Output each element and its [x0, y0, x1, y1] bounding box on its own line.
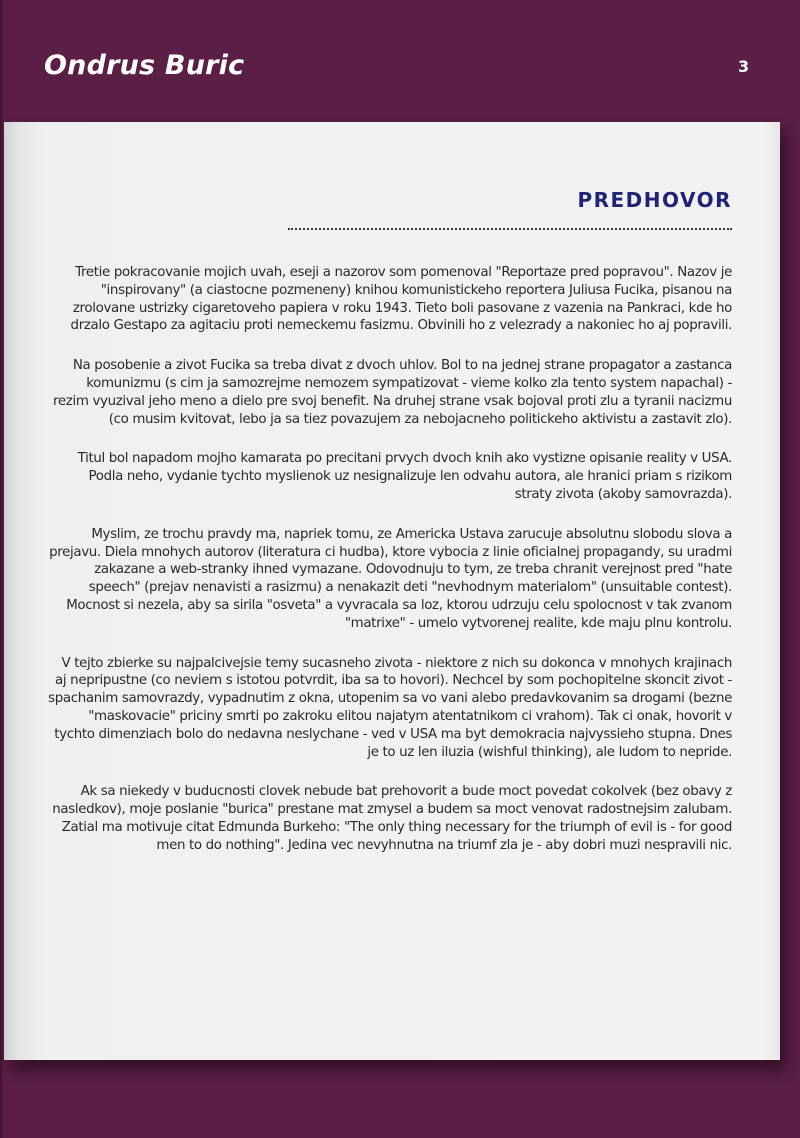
paragraph-4: Myslim, ze trochu pravdy ma, napriek tomu, ze Americka Ustava zarucuje absolutnu slobodu slova a prejavu. Diela mnohych autorov (literatura ci hudba), ktore vybocia z linie oficialnej propagandy, su uradmi zakazane a web-stranky ihned vymazane. Odovodnuju to tym, ze treba chranit verejnost pred "hate speech" (prejav nenavisti a rasizmu) a nenakazit deti "nevhodnym materialom" (unsuitable contest). Mocnost si nezela, aby sa sirila "osveta" a vyvracala sa loz, ktorou udrzuju celu spolocnost v tak zvanom "matrixe" - umelo vytvorenej realite, kde maju plnu kontrolu. — [49, 526, 732, 631]
dotted-divider — [288, 228, 732, 230]
paragraph-5: V tejto zbierke su najpalcivejsie temy sucasneho zivota - niektore z nich su dokonca v mnohych krajinach aj nepripustne (co neviem s istotou potvrdit, iba sa to hovori). Nechcel by som pochopitelne skoncit zivot - spachanim samovrazdy, vypadnutim z okna, utopenim sa vo vani alebo predavkovanim sa drogami (bezne "maskovacie" priciny smrti po zakroku elitou najatym atentatnikom ci vrahom). Tak ci onak, hovorit v tychto dimenziach bolo do nedavna neslychane - ved v USA ma byt demokracia najvyssieho stupna. Dnes je to uz len iluzia (wishful thinking), ale ludom to nepride. — [48, 655, 732, 760]
body-text — [48, 264, 732, 877]
paragraph-1: Tretie pokracovanie mojich uvah, eseji a nazorov som pomenoval "Reportaze pred popravou". Nazov je "inspirovany" (a ciastocne pozmeneny) knihou komunistickeho reportera Juliusa Fucika, pisanou na zrolovane ustrizky cigaretoveho papiera v roku 1943. Tieto boli pasovane z vazenia na Pankraci, kde ho drzalo Gestapo za agitaciu proti nemeckemu fasizmu. Obvinili ho z velezrady a nakoniec ho aj popravili. — [70, 265, 732, 334]
paragraph-6: Ak sa niekedy v buducnosti clovek nebude bat prehovorit a bude moct povedat cokolvek (bez obavy z nasledkov), moje poslanie "burica" prestane mat zmysel a budem sa moct venovat radostnejsim zalubam. Zatial ma motivuje citat Edmunda Burkeho: "The only thing necessary for the triumph of evil is - for good men to do nothing". Jedina vec nevyhnutna na triumf zla je - aby dobri muzi nespravili nic. — [52, 784, 732, 853]
section-heading: PREDHOVOR — [577, 188, 732, 212]
author-name: Ondrus Buric — [44, 50, 245, 81]
paper-sheet — [4, 122, 780, 1060]
page-number: 3 — [738, 57, 750, 76]
paragraph-2: Na posobenie a zivot Fucika sa treba divat z dvoch uhlov. Bol to na jednej strane propagator a zastanca komunizmu (s cim ja samozrejme nemozem sympatizovat - vieme kolko zla tento system napachal) - rezim vyuzival jeho meno a dielo pre svoj benefit. Na druhej strane vsak bojoval proti zlu a tyranii nacizmu (co musim kvitovat, lebo ja sa tiez povazujem za nebojacneho politickeho aktivistu a zastavit zlo). — [53, 358, 732, 427]
paragraph-3: Titul bol napadom mojho kamarata po precitani prvych dvoch knih ako vystizne opisanie reality v USA. Podla neho, vydanie tychto myslienok uz nesignalizuje len odvahu autora, ale hranici priam s rizikom straty zivota (akoby samovrazda). — [77, 451, 732, 502]
